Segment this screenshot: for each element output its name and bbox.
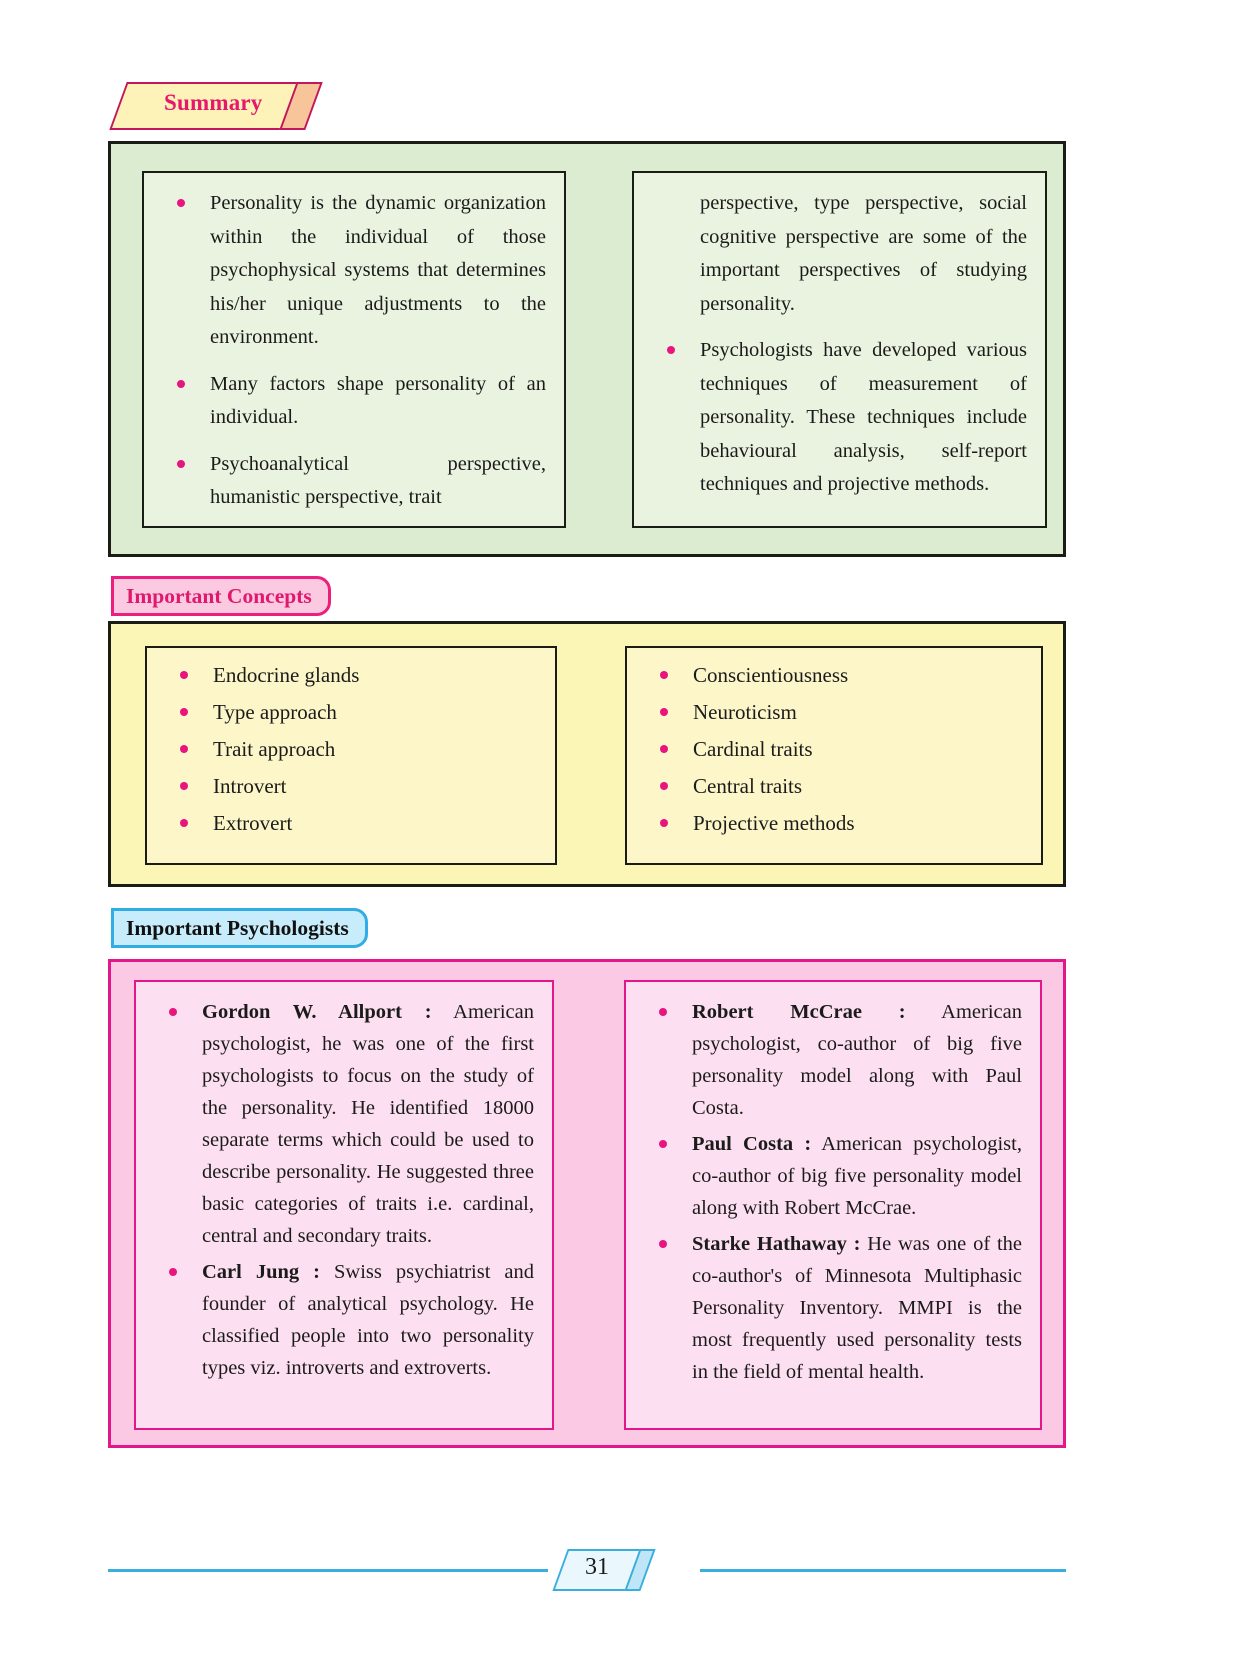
summary-right-list — [648, 187, 1027, 502]
list-item-text: Many factors shape personality of an individual. — [210, 372, 546, 428]
psychologist-description: American psychologist, co-author of big five personality model along with Paul Costa. — [692, 1001, 1022, 1119]
list-item — [648, 334, 1027, 502]
psychologist-name: Starke Hathaway : — [692, 1233, 861, 1255]
list-item — [641, 662, 1023, 688]
bullet-icon — [180, 782, 188, 790]
summary-tab — [118, 82, 333, 130]
bullet-icon — [660, 671, 668, 679]
psychologist-name: Gordon W. Allport : — [202, 1001, 432, 1023]
list-item-text: Introvert — [213, 774, 287, 798]
bullet-icon — [180, 819, 188, 827]
list-item — [150, 996, 534, 1252]
bullet-icon — [659, 1140, 667, 1148]
list-item — [150, 1256, 534, 1384]
list-item-text: Type approach — [213, 700, 337, 724]
concepts-left-column — [145, 646, 557, 865]
bullet-icon — [177, 460, 185, 468]
list-item-text: Extrovert — [213, 811, 293, 835]
list-item-text: Psychologists have developed various techniques of measurement of personality. These techniques include behavioural analysis, self-report techniques and projective methods. — [700, 339, 1027, 495]
page-footer — [0, 1545, 1241, 1597]
psychologists-left-column — [134, 980, 554, 1430]
list-item — [158, 448, 546, 515]
list-item-text: Conscientiousness — [693, 663, 849, 687]
important-psychologists-section — [108, 959, 1066, 1448]
psychologist-description: American psychologist, he was one of the first psychologists to focus on the study of the personality. He identified 18000 separate terms which could be used to describe personality. He suggested three basic categories of traits i.e. cardinal, central and secondary traits. — [202, 1001, 534, 1247]
psychologists-right-list — [640, 996, 1022, 1388]
list-item — [158, 368, 546, 435]
list-item — [641, 736, 1023, 762]
summary-left-column — [142, 171, 566, 528]
bullet-icon — [667, 346, 675, 354]
summary-left-list — [158, 187, 546, 515]
bullet-icon — [169, 1008, 177, 1016]
concepts-right-list — [641, 662, 1023, 836]
list-item — [640, 1128, 1022, 1224]
psychologist-description: He was one of the co-author's of Minnesota Multiphasic Personality Inventory. MMPI is the most frequently used personality tests in the field of mental health. — [692, 1233, 1022, 1383]
bullet-icon — [659, 1240, 667, 1248]
important-concepts-section — [108, 621, 1066, 887]
psychologist-description: American psychologist, co-author of big five personality model along with Robert McCrae. — [692, 1133, 1022, 1219]
page-number: 31 — [585, 1554, 609, 1580]
important-concepts-tab-label: Important Concepts — [126, 583, 312, 608]
list-item-text: Projective methods — [693, 811, 855, 835]
psychologist-name: Paul Costa : — [692, 1133, 812, 1155]
list-item — [161, 810, 537, 836]
bullet-icon — [660, 745, 668, 753]
summary-right-column — [632, 171, 1047, 528]
list-item-text: Trait approach — [213, 737, 336, 761]
bullet-icon — [180, 708, 188, 716]
bullet-icon — [660, 782, 668, 790]
summary-tab-label: Summary — [164, 90, 263, 115]
list-item-text: Personality is the dynamic organization within the individual of those psychophysical systems that determines his/her unique adjustments to the environment. — [210, 192, 546, 348]
bullet-icon — [180, 745, 188, 753]
list-item — [640, 996, 1022, 1124]
footer-rule-left — [108, 1569, 548, 1572]
list-item — [161, 699, 537, 725]
important-psychologists-tab-label: Important Psychologists — [126, 915, 349, 940]
bullet-icon — [180, 671, 188, 679]
important-psychologists-tab — [111, 908, 368, 948]
concepts-right-column — [625, 646, 1043, 865]
concepts-left-list — [161, 662, 537, 836]
psychologist-description: Swiss psychiatrist and founder of analytical psychology. He classified people into two personality types viz. introverts and extroverts. — [202, 1261, 534, 1379]
bullet-icon — [177, 380, 185, 388]
list-item-text: Psychoanalytical perspective, humanistic perspective, trait — [210, 452, 546, 508]
summary-section — [108, 141, 1066, 557]
bullet-icon — [660, 708, 668, 716]
bullet-icon — [177, 199, 185, 207]
list-item-text: Endocrine glands — [213, 663, 360, 687]
psychologists-left-list — [150, 996, 534, 1384]
list-item-text: Neuroticism — [693, 700, 797, 724]
list-item-text: Cardinal traits — [693, 737, 813, 761]
list-item — [641, 810, 1023, 836]
bullet-icon — [660, 819, 668, 827]
psychologists-right-column — [624, 980, 1042, 1430]
list-item — [640, 1228, 1022, 1388]
list-item — [161, 736, 537, 762]
footer-rule-right — [700, 1569, 1066, 1572]
list-item-text: perspective, type perspective, social cognitive perspective are some of the important perspectives of studying personality. — [700, 192, 1027, 315]
bullet-icon — [169, 1268, 177, 1276]
list-item-continuation — [648, 187, 1027, 321]
list-item-text: Central traits — [693, 774, 803, 798]
list-item — [641, 773, 1023, 799]
list-item — [161, 662, 537, 688]
important-concepts-tab — [111, 576, 331, 616]
psychologist-name: Robert McCrae : — [692, 1001, 906, 1023]
list-item — [641, 699, 1023, 725]
list-item — [161, 773, 537, 799]
list-item — [158, 187, 546, 355]
bullet-icon — [659, 1008, 667, 1016]
psychologist-name: Carl Jung : — [202, 1261, 320, 1283]
